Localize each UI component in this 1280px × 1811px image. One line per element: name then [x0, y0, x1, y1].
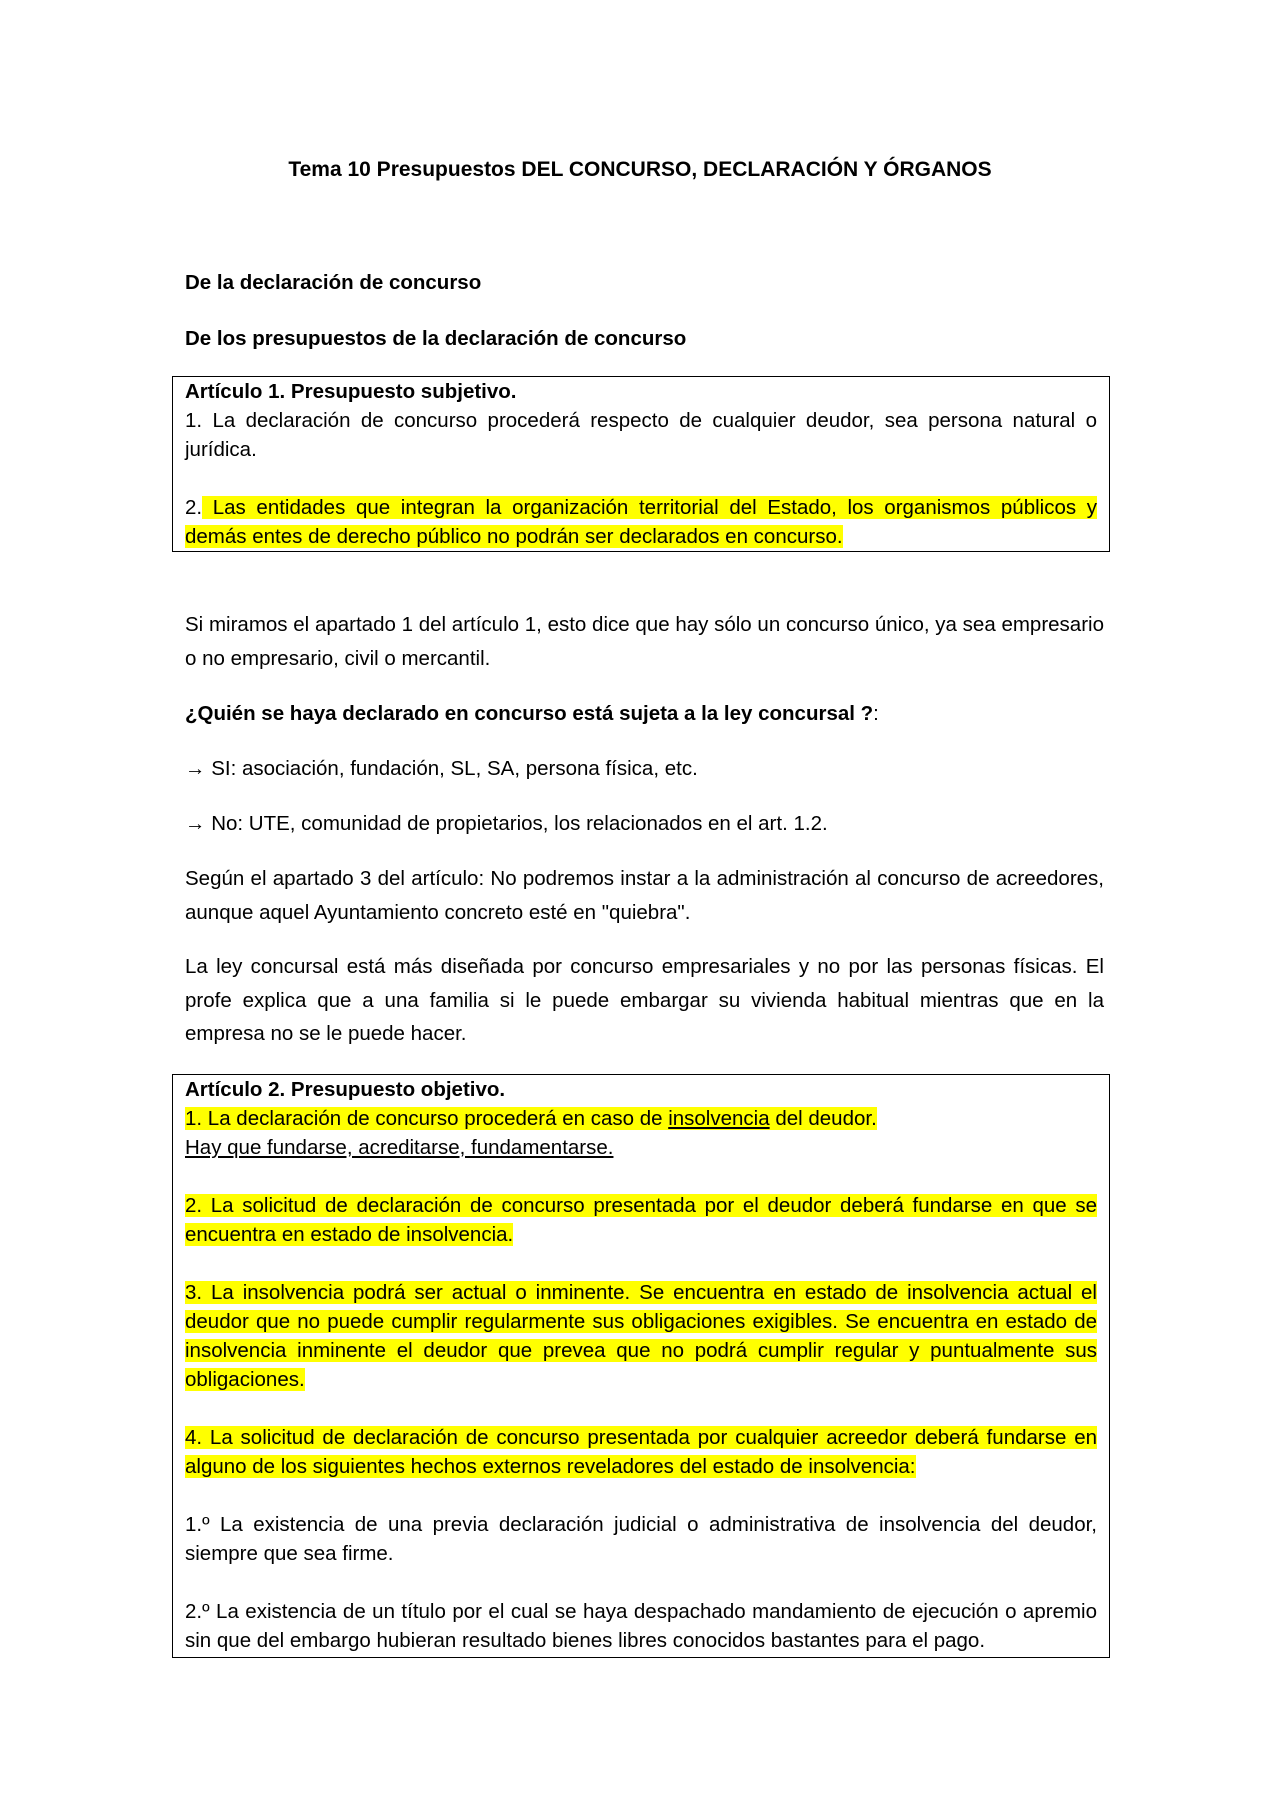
article-2-paragraph-1-start: 1. La declaración de concurso procederá en caso de [185, 1107, 669, 1130]
article-1-paragraph-2-number: 2. [185, 496, 203, 519]
article-1-paragraph-1: 1. La declaración de concurso procederá respecto de cualquier deudor, sea persona natural o jurídica. [185, 409, 1097, 461]
article-2-box [172, 1074, 1110, 1658]
section-heading: De la declaración de concurso [185, 271, 482, 294]
subsection-heading: De los presupuestos de la declaración de concurso [185, 327, 687, 350]
article-2-item-2: 2.º La existencia de un título por el cual se haya despachado mandamiento de ejecución o apremio sin que del embargo hubieran resultado bienes libres conocidos bastantes para el pago. [185, 1600, 1097, 1652]
article-1-box [172, 376, 1110, 552]
article-2-paragraph-3: 3. La insolvencia podrá ser actual o inminente. Se encuentra en estado de insolvencia actual el deudor que no puede cumplir regularmente sus obligaciones exigibles. Se encuentra en estado de insolvencia inminente el deudor que prevea que no podrá cumplir regular y puntualmente sus obligaciones. [185, 1281, 1097, 1391]
insolvencia-underlined: insolvencia [668, 1107, 770, 1130]
article-2-paragraph-2: 2. La solicitud de declaración de concurso presentada por el deudor deberá fundarse en que se encuentra en estado de insolvencia. [185, 1194, 1097, 1246]
article-1-title: Artículo 1. Presupuesto subjetivo. [185, 380, 517, 403]
document-title: Tema 10 Presupuestos DEL CONCURSO, DECLARACIÓN Y ÓRGANOS [288, 158, 992, 181]
article-1-paragraph-2-highlight: Las entidades que integran la organización territorial del Estado, los organismos públicos y demás entes de derecho público no podrán ser declarados en concurso. [185, 496, 1097, 548]
question-bold: ¿Quién se haya declarado en concurso está sujeta a la ley concursal ? [185, 702, 874, 725]
answer-si: → SI: asociación, fundación, SL, SA, persona física, etc. [185, 757, 698, 780]
article-2-item-1: 1.º La existencia de una previa declaración judicial o administrativa de insolvencia del deudor, siempre que sea firme. [185, 1513, 1097, 1565]
question-paragraph [185, 697, 1104, 731]
article-2-note: Hay que fundarse, acreditarse, fundamentarse. [185, 1136, 614, 1159]
question-tail: : [873, 702, 879, 725]
article-2-paragraph-1 [185, 1104, 1097, 1133]
body-paragraph-3: Según el apartado 3 del artículo: No podremos instar a la administración al concurso de acreedores, aunque aquel Ayuntamiento concreto esté en "quiebra". [185, 867, 1104, 924]
article-2-title: Artículo 2. Presupuesto objetivo. [185, 1078, 506, 1101]
body-paragraph-4: La ley concursal está más diseñada por concurso empresariales y no por las personas físicas. El profe explica que a una familia si le puede embargar su vivienda habitual mientras que en la empresa no se le puede hacer. [185, 955, 1104, 1045]
body-paragraph-1: Si miramos el apartado 1 del artículo 1, esto dice que hay sólo un concurso único, ya sea empresario o no empresario, civil o mercantil. [185, 613, 1104, 670]
article-2-paragraph-4: 4. La solicitud de declaración de concurso presentada por cualquier acreedor deberá fundarse en alguno de los siguientes hechos externos reveladores del estado de insolvencia: [185, 1426, 1097, 1478]
article-2-paragraph-1-end: del deudor. [769, 1107, 877, 1130]
article-1-paragraph-2 [185, 493, 1097, 551]
answer-no: → No: UTE, comunidad de propietarios, los relacionados en el art. 1.2. [185, 812, 828, 835]
